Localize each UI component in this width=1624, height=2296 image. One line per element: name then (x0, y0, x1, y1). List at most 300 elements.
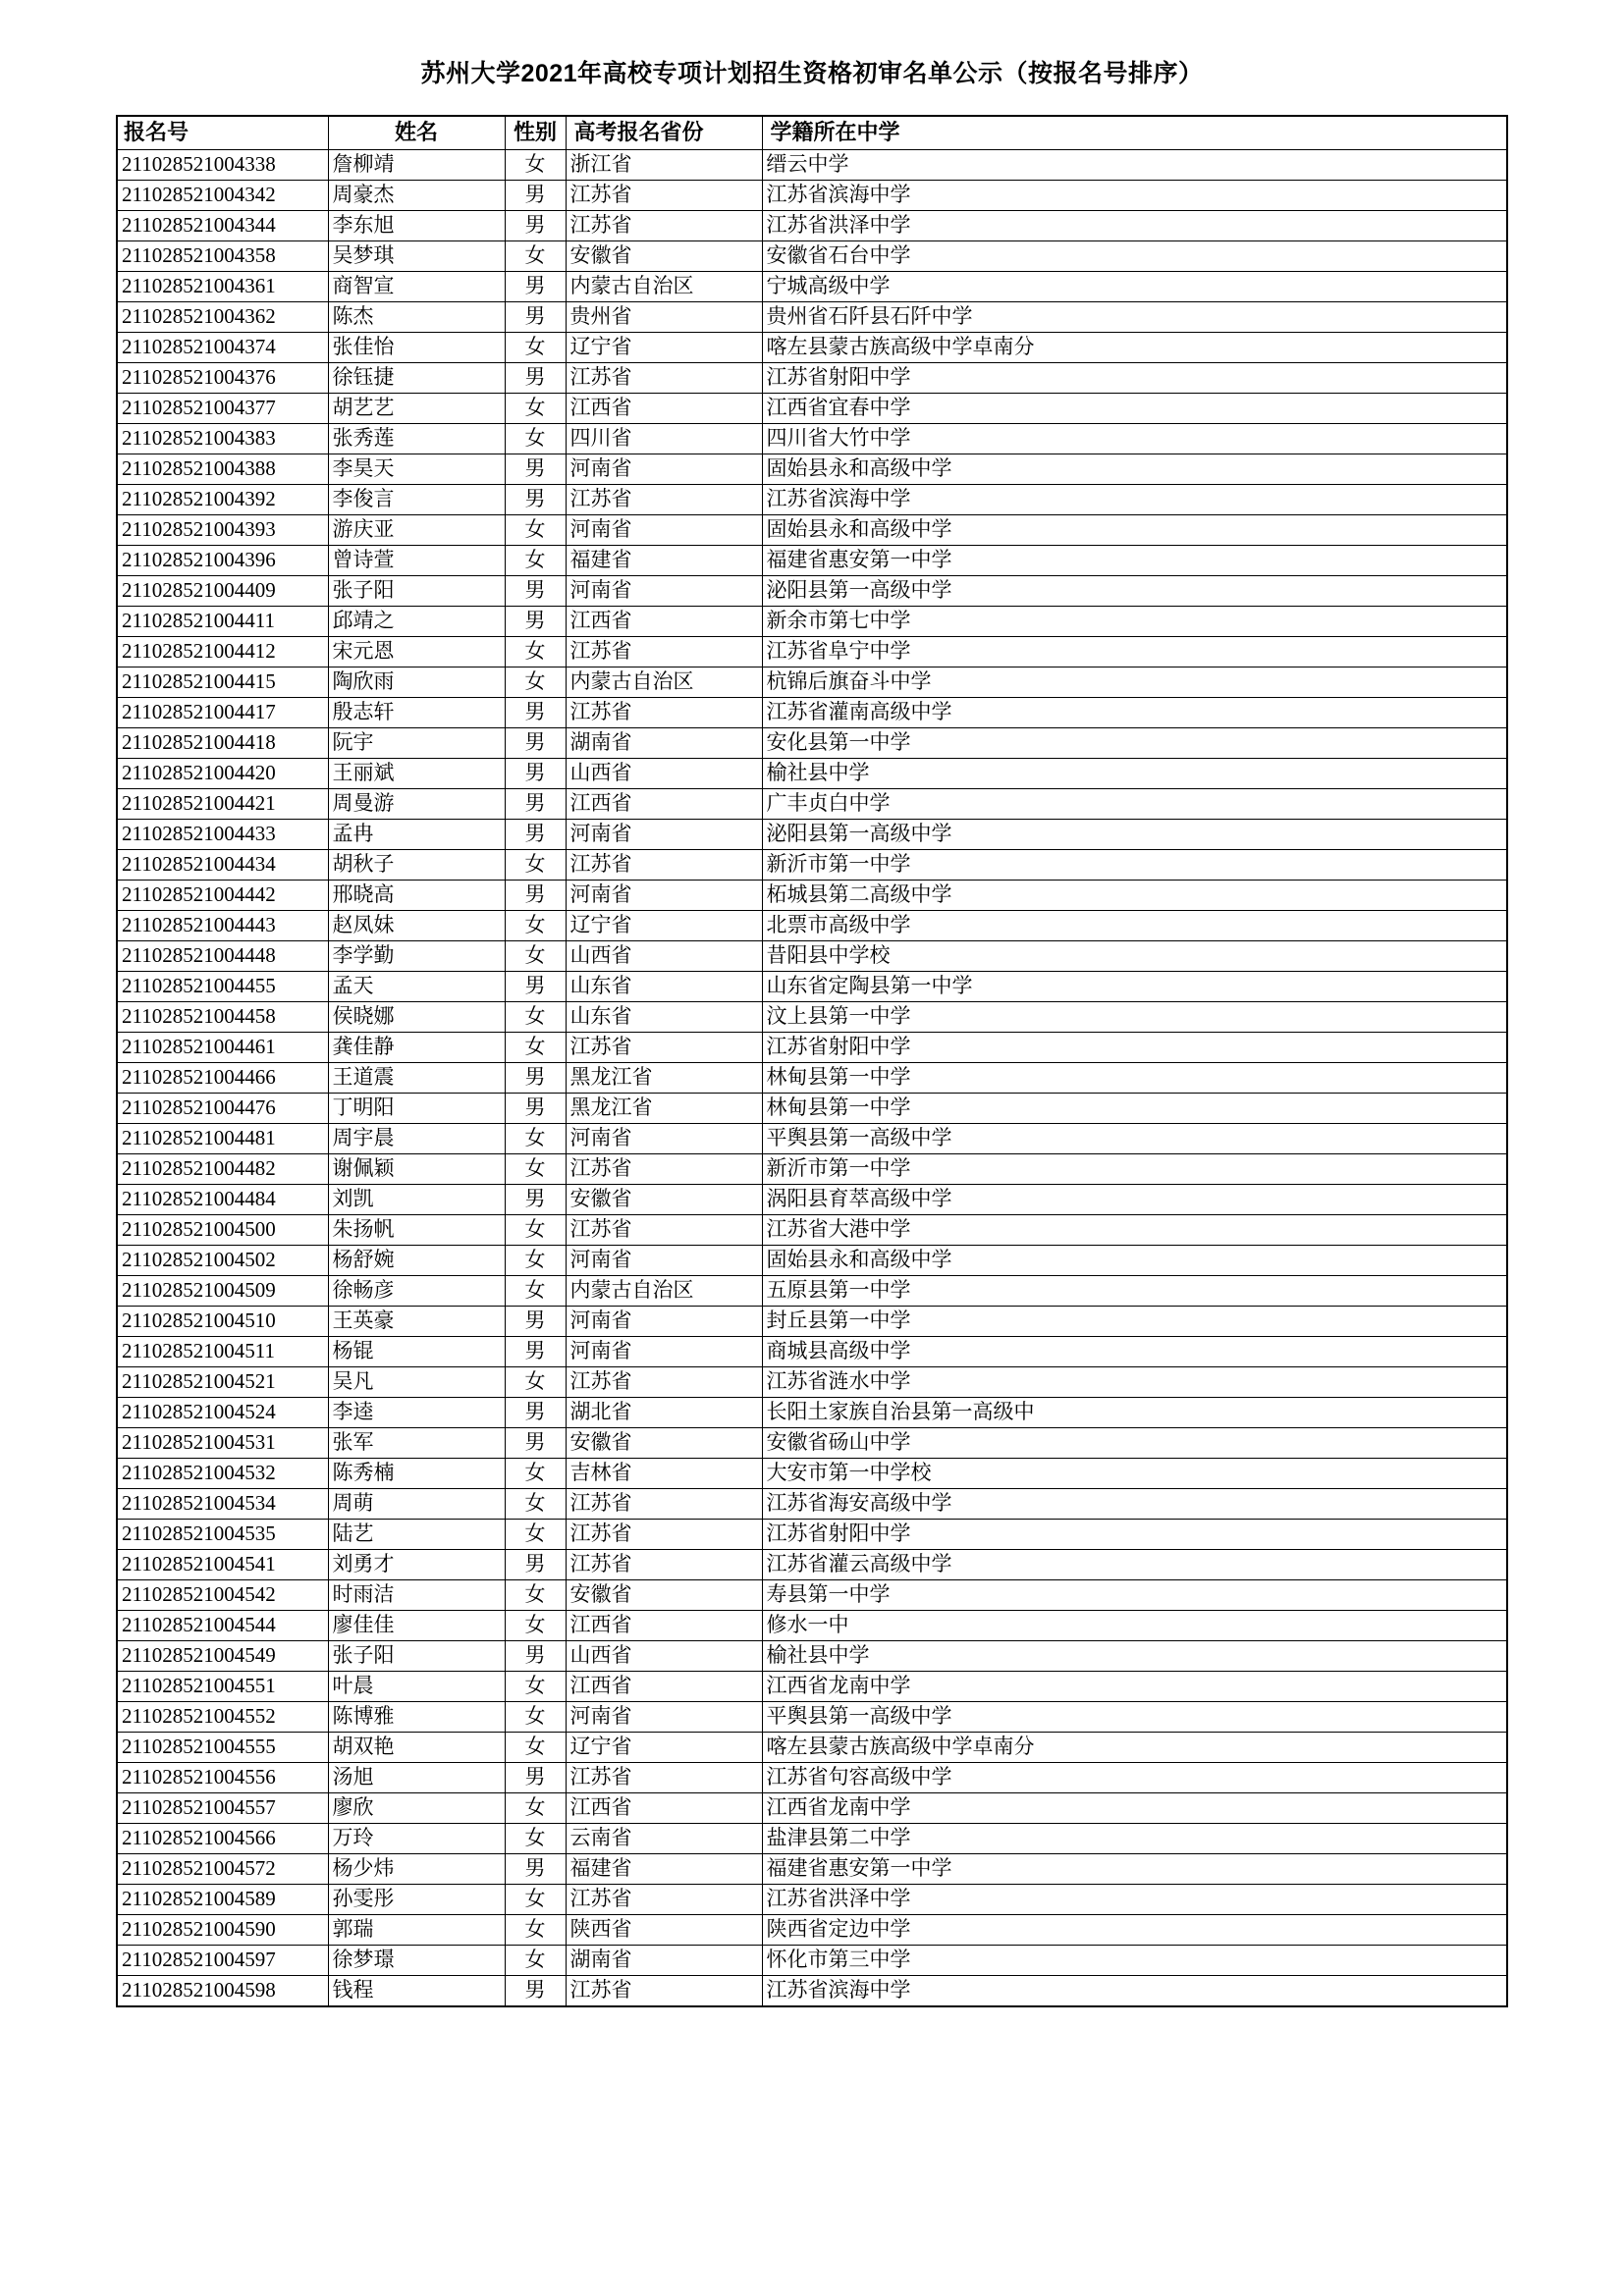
cell-school: 大安市第一中学校 (762, 1459, 1507, 1489)
roster-table-container (0, 115, 1624, 2007)
cell-name: 徐钰捷 (328, 363, 505, 394)
cell-school: 江苏省滨海中学 (762, 1976, 1507, 2007)
cell-school: 固始县永和高级中学 (762, 1246, 1507, 1276)
cell-school: 平舆县第一高级中学 (762, 1702, 1507, 1733)
cell-school: 平舆县第一高级中学 (762, 1124, 1507, 1154)
cell-province: 安徽省 (566, 241, 762, 272)
column-header-gender: 性别 (505, 116, 566, 150)
cell-registration-number: 211028521004535 (117, 1520, 328, 1550)
table-header-row (117, 116, 1507, 150)
cell-school: 林甸县第一中学 (762, 1063, 1507, 1094)
table-row (117, 1337, 1507, 1367)
cell-province: 江苏省 (566, 1367, 762, 1398)
cell-province: 江苏省 (566, 637, 762, 667)
cell-province: 河南省 (566, 515, 762, 546)
cell-gender: 男 (505, 789, 566, 820)
cell-gender: 男 (505, 576, 566, 607)
cell-name: 杨锟 (328, 1337, 505, 1367)
cell-name: 王丽斌 (328, 759, 505, 789)
cell-school: 寿县第一中学 (762, 1580, 1507, 1611)
table-row (117, 1550, 1507, 1580)
cell-gender: 男 (505, 820, 566, 850)
cell-registration-number: 211028521004442 (117, 881, 328, 911)
cell-gender: 男 (505, 607, 566, 637)
cell-school: 汶上县第一中学 (762, 1002, 1507, 1033)
cell-name: 胡秋子 (328, 850, 505, 881)
table-row (117, 1033, 1507, 1063)
cell-name: 吴梦琪 (328, 241, 505, 272)
cell-name: 杨舒婉 (328, 1246, 505, 1276)
cell-gender: 男 (505, 1307, 566, 1337)
cell-name: 周曼游 (328, 789, 505, 820)
cell-gender: 女 (505, 1154, 566, 1185)
cell-province: 内蒙古自治区 (566, 272, 762, 302)
cell-registration-number: 211028521004418 (117, 728, 328, 759)
cell-gender: 男 (505, 1641, 566, 1672)
cell-gender: 女 (505, 1702, 566, 1733)
cell-registration-number: 211028521004544 (117, 1611, 328, 1641)
table-row (117, 1915, 1507, 1946)
cell-province: 山东省 (566, 972, 762, 1002)
cell-registration-number: 211028521004415 (117, 667, 328, 698)
cell-gender: 男 (505, 211, 566, 241)
cell-school: 江苏省大港中学 (762, 1215, 1507, 1246)
cell-name: 徐梦璟 (328, 1946, 505, 1976)
cell-school: 江苏省滨海中学 (762, 485, 1507, 515)
cell-registration-number: 211028521004572 (117, 1854, 328, 1885)
cell-school: 江苏省滨海中学 (762, 181, 1507, 211)
cell-registration-number: 211028521004532 (117, 1459, 328, 1489)
table-row (117, 1641, 1507, 1672)
cell-name: 李昊天 (328, 454, 505, 485)
cell-province: 浙江省 (566, 150, 762, 181)
cell-registration-number: 211028521004409 (117, 576, 328, 607)
cell-gender: 男 (505, 728, 566, 759)
cell-registration-number: 211028521004557 (117, 1793, 328, 1824)
cell-registration-number: 211028521004361 (117, 272, 328, 302)
cell-province: 江苏省 (566, 1154, 762, 1185)
cell-name: 陆艺 (328, 1520, 505, 1550)
cell-school: 长阳土家族自治县第一高级中 (762, 1398, 1507, 1428)
cell-province: 湖南省 (566, 728, 762, 759)
table-row (117, 181, 1507, 211)
cell-school: 江苏省灌南高级中学 (762, 698, 1507, 728)
cell-gender: 男 (505, 1094, 566, 1124)
cell-gender: 男 (505, 363, 566, 394)
roster-table (116, 115, 1508, 2007)
cell-registration-number: 211028521004534 (117, 1489, 328, 1520)
cell-registration-number: 211028521004411 (117, 607, 328, 637)
cell-gender: 女 (505, 1215, 566, 1246)
cell-province: 山西省 (566, 941, 762, 972)
cell-school: 泌阳县第一高级中学 (762, 576, 1507, 607)
cell-province: 河南省 (566, 1307, 762, 1337)
cell-name: 李学勤 (328, 941, 505, 972)
cell-name: 曾诗萱 (328, 546, 505, 576)
cell-name: 胡艺艺 (328, 394, 505, 424)
cell-school: 五原县第一中学 (762, 1276, 1507, 1307)
table-row (117, 333, 1507, 363)
cell-school: 新沂市第一中学 (762, 1154, 1507, 1185)
cell-province: 江苏省 (566, 698, 762, 728)
table-row (117, 1702, 1507, 1733)
cell-name: 钱程 (328, 1976, 505, 2007)
table-row (117, 1976, 1507, 2007)
cell-gender: 女 (505, 1915, 566, 1946)
cell-name: 周宇晨 (328, 1124, 505, 1154)
table-row (117, 1154, 1507, 1185)
cell-name: 李东旭 (328, 211, 505, 241)
cell-name: 李逵 (328, 1398, 505, 1428)
cell-name: 陈博雅 (328, 1702, 505, 1733)
cell-school: 江西省宜春中学 (762, 394, 1507, 424)
cell-province: 安徽省 (566, 1185, 762, 1215)
cell-school: 江苏省阜宁中学 (762, 637, 1507, 667)
cell-school: 喀左县蒙古族高级中学卓南分 (762, 1733, 1507, 1763)
table-row (117, 211, 1507, 241)
cell-gender: 男 (505, 1976, 566, 2007)
cell-gender: 女 (505, 1672, 566, 1702)
table-row (117, 454, 1507, 485)
cell-gender: 女 (505, 1733, 566, 1763)
cell-gender: 女 (505, 667, 566, 698)
cell-name: 万玲 (328, 1824, 505, 1854)
cell-name: 徐畅彦 (328, 1276, 505, 1307)
cell-name: 周豪杰 (328, 181, 505, 211)
cell-registration-number: 211028521004484 (117, 1185, 328, 1215)
table-row (117, 1763, 1507, 1793)
cell-registration-number: 211028521004388 (117, 454, 328, 485)
cell-name: 廖佳佳 (328, 1611, 505, 1641)
table-row (117, 515, 1507, 546)
table-row (117, 972, 1507, 1002)
cell-registration-number: 211028521004524 (117, 1398, 328, 1428)
cell-gender: 女 (505, 546, 566, 576)
cell-school: 喀左县蒙古族高级中学卓南分 (762, 333, 1507, 363)
cell-province: 河南省 (566, 1702, 762, 1733)
cell-name: 郭瑞 (328, 1915, 505, 1946)
cell-name: 王英豪 (328, 1307, 505, 1337)
cell-school: 林甸县第一中学 (762, 1094, 1507, 1124)
cell-province: 江西省 (566, 1611, 762, 1641)
cell-province: 江西省 (566, 789, 762, 820)
cell-province: 四川省 (566, 424, 762, 454)
cell-province: 江西省 (566, 607, 762, 637)
cell-registration-number: 211028521004466 (117, 1063, 328, 1094)
cell-province: 云南省 (566, 1824, 762, 1854)
cell-name: 周萌 (328, 1489, 505, 1520)
cell-registration-number: 211028521004392 (117, 485, 328, 515)
table-row (117, 1063, 1507, 1094)
cell-registration-number: 211028521004433 (117, 820, 328, 850)
cell-province: 内蒙古自治区 (566, 667, 762, 698)
cell-registration-number: 211028521004500 (117, 1215, 328, 1246)
cell-registration-number: 211028521004541 (117, 1550, 328, 1580)
cell-school: 江苏省灌云高级中学 (762, 1550, 1507, 1580)
cell-province: 江苏省 (566, 1489, 762, 1520)
table-row (117, 272, 1507, 302)
table-row (117, 911, 1507, 941)
cell-province: 吉林省 (566, 1459, 762, 1489)
column-header-school: 学籍所在中学 (762, 116, 1507, 150)
cell-registration-number: 211028521004421 (117, 789, 328, 820)
cell-name: 张佳怡 (328, 333, 505, 363)
cell-registration-number: 211028521004362 (117, 302, 328, 333)
cell-registration-number: 211028521004476 (117, 1094, 328, 1124)
table-body (117, 150, 1507, 2007)
cell-school: 江苏省海安高级中学 (762, 1489, 1507, 1520)
cell-province: 陕西省 (566, 1915, 762, 1946)
cell-gender: 男 (505, 302, 566, 333)
cell-province: 河南省 (566, 820, 762, 850)
table-row (117, 302, 1507, 333)
cell-school: 江苏省洪泽中学 (762, 1885, 1507, 1915)
table-row (117, 881, 1507, 911)
table-row (117, 1854, 1507, 1885)
cell-school: 山东省定陶县第一中学 (762, 972, 1507, 1002)
cell-province: 黑龙江省 (566, 1063, 762, 1094)
cell-name: 丁明阳 (328, 1094, 505, 1124)
cell-province: 安徽省 (566, 1428, 762, 1459)
cell-gender: 女 (505, 424, 566, 454)
cell-registration-number: 211028521004344 (117, 211, 328, 241)
cell-gender: 男 (505, 1854, 566, 1885)
table-row (117, 394, 1507, 424)
cell-name: 游庆亚 (328, 515, 505, 546)
cell-registration-number: 211028521004555 (117, 1733, 328, 1763)
cell-gender: 女 (505, 1002, 566, 1033)
table-row (117, 1611, 1507, 1641)
cell-registration-number: 211028521004455 (117, 972, 328, 1002)
cell-school: 榆社县中学 (762, 1641, 1507, 1672)
cell-name: 李俊言 (328, 485, 505, 515)
cell-gender: 女 (505, 1246, 566, 1276)
cell-registration-number: 211028521004412 (117, 637, 328, 667)
cell-gender: 女 (505, 333, 566, 363)
cell-name: 吴凡 (328, 1367, 505, 1398)
cell-name: 谢佩颖 (328, 1154, 505, 1185)
cell-name: 商智宣 (328, 272, 505, 302)
cell-gender: 女 (505, 1611, 566, 1641)
cell-province: 江苏省 (566, 1520, 762, 1550)
cell-name: 陈秀楠 (328, 1459, 505, 1489)
cell-gender: 女 (505, 394, 566, 424)
cell-province: 辽宁省 (566, 911, 762, 941)
cell-gender: 女 (505, 1793, 566, 1824)
table-row (117, 1002, 1507, 1033)
cell-registration-number: 211028521004393 (117, 515, 328, 546)
cell-province: 福建省 (566, 546, 762, 576)
cell-registration-number: 211028521004481 (117, 1124, 328, 1154)
cell-name: 龚佳静 (328, 1033, 505, 1063)
table-header (117, 116, 1507, 150)
cell-school: 安徽省砀山中学 (762, 1428, 1507, 1459)
cell-gender: 女 (505, 1367, 566, 1398)
cell-registration-number: 211028521004358 (117, 241, 328, 272)
cell-registration-number: 211028521004510 (117, 1307, 328, 1337)
cell-school: 昔阳县中学校 (762, 941, 1507, 972)
cell-name: 张军 (328, 1428, 505, 1459)
cell-registration-number: 211028521004597 (117, 1946, 328, 1976)
cell-name: 陶欣雨 (328, 667, 505, 698)
cell-registration-number: 211028521004383 (117, 424, 328, 454)
cell-school: 福建省惠安第一中学 (762, 1854, 1507, 1885)
table-row (117, 820, 1507, 850)
cell-province: 福建省 (566, 1854, 762, 1885)
column-header-name: 姓名 (328, 116, 505, 150)
cell-registration-number: 211028521004521 (117, 1367, 328, 1398)
cell-school: 宁城高级中学 (762, 272, 1507, 302)
cell-province: 江苏省 (566, 1976, 762, 2007)
cell-province: 黑龙江省 (566, 1094, 762, 1124)
cell-registration-number: 211028521004377 (117, 394, 328, 424)
column-header-registration-number: 报名号 (117, 116, 328, 150)
cell-gender: 男 (505, 972, 566, 1002)
cell-gender: 女 (505, 1824, 566, 1854)
cell-name: 汤旭 (328, 1763, 505, 1793)
cell-school: 封丘县第一中学 (762, 1307, 1507, 1337)
cell-gender: 女 (505, 637, 566, 667)
cell-gender: 女 (505, 1489, 566, 1520)
cell-gender: 女 (505, 1520, 566, 1550)
table-row (117, 1094, 1507, 1124)
cell-school: 缙云中学 (762, 150, 1507, 181)
table-row (117, 1246, 1507, 1276)
cell-province: 湖北省 (566, 1398, 762, 1428)
cell-province: 山东省 (566, 1002, 762, 1033)
cell-name: 邱靖之 (328, 607, 505, 637)
cell-registration-number: 211028521004511 (117, 1337, 328, 1367)
cell-gender: 男 (505, 272, 566, 302)
cell-name: 廖欣 (328, 1793, 505, 1824)
cell-school: 江西省龙南中学 (762, 1793, 1507, 1824)
cell-province: 贵州省 (566, 302, 762, 333)
cell-name: 孟天 (328, 972, 505, 1002)
cell-name: 詹柳靖 (328, 150, 505, 181)
cell-school: 福建省惠安第一中学 (762, 546, 1507, 576)
cell-registration-number: 211028521004417 (117, 698, 328, 728)
table-row (117, 1215, 1507, 1246)
cell-school: 杭锦后旗奋斗中学 (762, 667, 1507, 698)
cell-name: 刘凯 (328, 1185, 505, 1215)
cell-province: 河南省 (566, 1246, 762, 1276)
cell-name: 赵凤妹 (328, 911, 505, 941)
cell-registration-number: 211028521004338 (117, 150, 328, 181)
cell-name: 孟冉 (328, 820, 505, 850)
table-row (117, 150, 1507, 181)
cell-registration-number: 211028521004551 (117, 1672, 328, 1702)
table-row (117, 546, 1507, 576)
cell-school: 江苏省句容高级中学 (762, 1763, 1507, 1793)
table-row (117, 698, 1507, 728)
cell-registration-number: 211028521004556 (117, 1763, 328, 1793)
table-row (117, 1124, 1507, 1154)
cell-province: 江苏省 (566, 1033, 762, 1063)
cell-school: 盐津县第二中学 (762, 1824, 1507, 1854)
table-row (117, 1520, 1507, 1550)
cell-registration-number: 211028521004502 (117, 1246, 328, 1276)
cell-name: 胡双艳 (328, 1733, 505, 1763)
cell-registration-number: 211028521004461 (117, 1033, 328, 1063)
table-row (117, 789, 1507, 820)
cell-province: 江苏省 (566, 211, 762, 241)
cell-province: 河南省 (566, 1124, 762, 1154)
cell-province: 江苏省 (566, 1885, 762, 1915)
cell-registration-number: 211028521004566 (117, 1824, 328, 1854)
table-row (117, 1885, 1507, 1915)
cell-school: 固始县永和高级中学 (762, 515, 1507, 546)
cell-province: 辽宁省 (566, 333, 762, 363)
cell-school: 江西省龙南中学 (762, 1672, 1507, 1702)
cell-province: 河南省 (566, 576, 762, 607)
cell-name: 张子阳 (328, 1641, 505, 1672)
cell-gender: 女 (505, 241, 566, 272)
cell-school: 泌阳县第一高级中学 (762, 820, 1507, 850)
cell-province: 河南省 (566, 1337, 762, 1367)
cell-province: 辽宁省 (566, 1733, 762, 1763)
cell-province: 江西省 (566, 1793, 762, 1824)
cell-school: 四川省大竹中学 (762, 424, 1507, 454)
table-row (117, 728, 1507, 759)
cell-province: 江苏省 (566, 363, 762, 394)
cell-registration-number: 211028521004396 (117, 546, 328, 576)
table-row (117, 1946, 1507, 1976)
cell-school: 固始县永和高级中学 (762, 454, 1507, 485)
table-row (117, 1489, 1507, 1520)
cell-province: 湖南省 (566, 1946, 762, 1976)
cell-gender: 女 (505, 850, 566, 881)
cell-registration-number: 211028521004376 (117, 363, 328, 394)
cell-province: 安徽省 (566, 1580, 762, 1611)
cell-name: 殷志轩 (328, 698, 505, 728)
table-row (117, 941, 1507, 972)
cell-name: 阮宇 (328, 728, 505, 759)
cell-registration-number: 211028521004482 (117, 1154, 328, 1185)
cell-name: 宋元恩 (328, 637, 505, 667)
cell-province: 内蒙古自治区 (566, 1276, 762, 1307)
cell-province: 山西省 (566, 1641, 762, 1672)
cell-gender: 女 (505, 941, 566, 972)
cell-registration-number: 211028521004589 (117, 1885, 328, 1915)
cell-gender: 男 (505, 759, 566, 789)
cell-registration-number: 211028521004542 (117, 1580, 328, 1611)
cell-school: 北票市高级中学 (762, 911, 1507, 941)
cell-registration-number: 211028521004531 (117, 1428, 328, 1459)
cell-name: 张子阳 (328, 576, 505, 607)
cell-gender: 男 (505, 1337, 566, 1367)
cell-school: 新余市第七中学 (762, 607, 1507, 637)
cell-name: 王道震 (328, 1063, 505, 1094)
cell-gender: 男 (505, 1063, 566, 1094)
cell-school: 商城县高级中学 (762, 1337, 1507, 1367)
cell-registration-number: 211028521004420 (117, 759, 328, 789)
cell-name: 朱扬帆 (328, 1215, 505, 1246)
cell-gender: 男 (505, 1398, 566, 1428)
cell-name: 侯晓娜 (328, 1002, 505, 1033)
cell-name: 杨少炜 (328, 1854, 505, 1885)
cell-gender: 男 (505, 1763, 566, 1793)
cell-province: 江苏省 (566, 1550, 762, 1580)
table-row (117, 1185, 1507, 1215)
cell-registration-number: 211028521004458 (117, 1002, 328, 1033)
table-row (117, 1428, 1507, 1459)
table-row (117, 1793, 1507, 1824)
cell-province: 江苏省 (566, 1763, 762, 1793)
cell-school: 江苏省涟水中学 (762, 1367, 1507, 1398)
cell-gender: 男 (505, 881, 566, 911)
cell-registration-number: 211028521004552 (117, 1702, 328, 1733)
cell-gender: 男 (505, 1550, 566, 1580)
